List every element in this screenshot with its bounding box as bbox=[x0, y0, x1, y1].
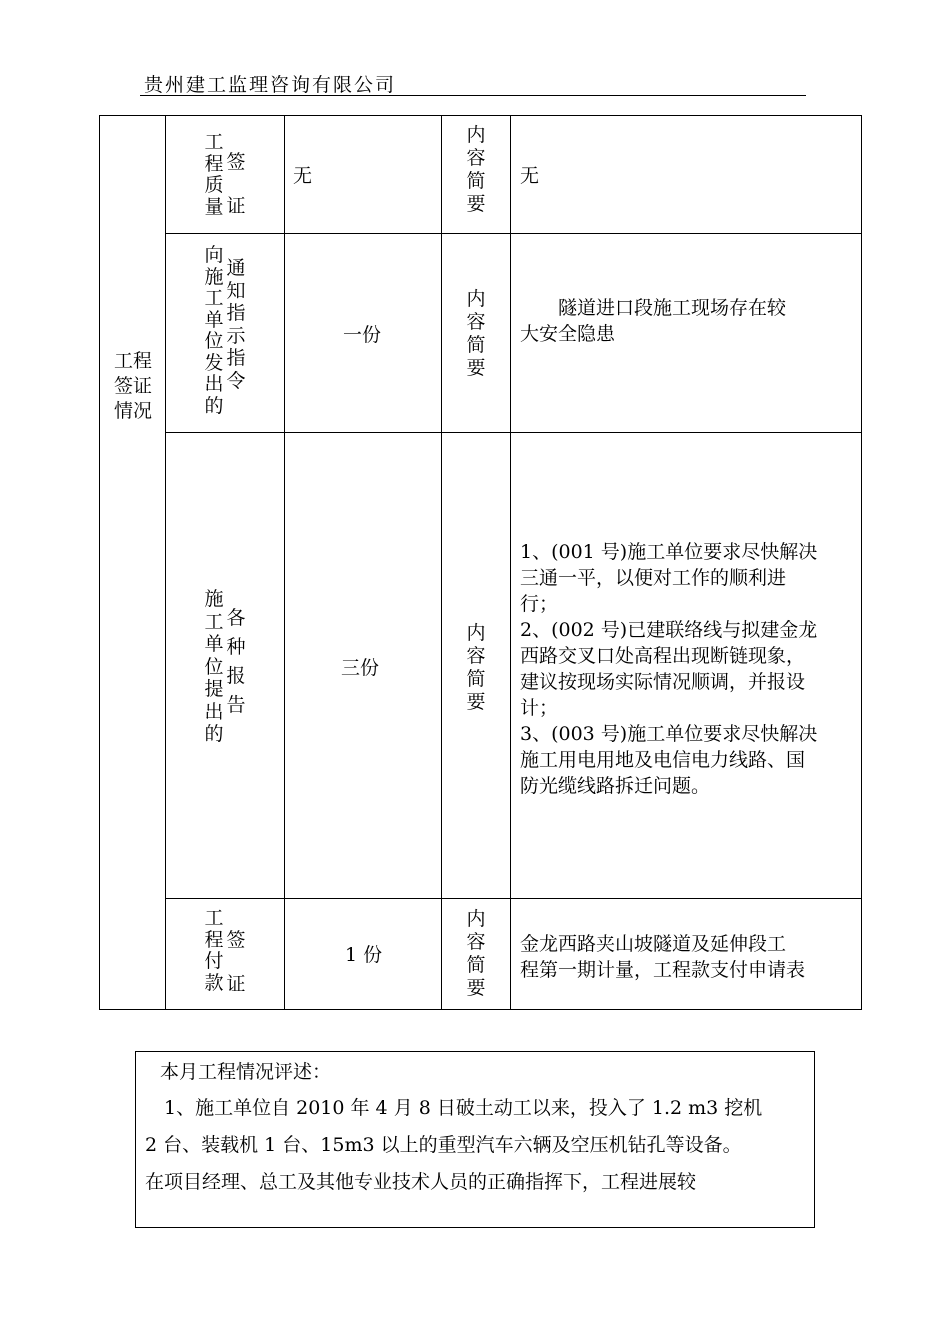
summary-line: 在项目经理、总工及其他专业技术人员的正确指挥下，工程进展较 bbox=[145, 1171, 697, 1193]
summary-line: 2 台、装载机 1 台、15m3 以上的重型汽车六辆及空压机钻孔等设备。 bbox=[145, 1134, 742, 1156]
row3-content-line: 三通一平，以便对工作的顺利进 bbox=[520, 567, 787, 589]
row1-label-col2: 签证 bbox=[226, 151, 246, 217]
col-divider-1 bbox=[165, 115, 166, 1010]
row3-content-line: 防光缆线路拆迁问题。 bbox=[520, 775, 711, 797]
row3-content-line: 2、(002 号)已建联络线与拟建金龙 bbox=[520, 619, 818, 641]
row1-label-col1: 工程质量 bbox=[204, 131, 224, 218]
row-divider-2 bbox=[165, 432, 862, 433]
row4-label-col2: 签证 bbox=[226, 929, 246, 995]
table-right-border bbox=[861, 115, 862, 1010]
table-bottom-border bbox=[99, 1009, 862, 1010]
row3-content-line: 建议按现场实际情况顺调，并报设 bbox=[520, 671, 806, 693]
row4-count: 1 份 bbox=[345, 944, 383, 966]
row3-content-line: 施工用电用地及电信电力线路、国 bbox=[520, 749, 806, 771]
summary-title: 本月工程情况评述： bbox=[160, 1061, 332, 1083]
row2-label-col2: 通知指示指令 bbox=[226, 257, 246, 392]
row3-content-line: 1、(001 号)施工单位要求尽快解决 bbox=[520, 541, 818, 563]
row3-label-col2: 各种报告 bbox=[226, 607, 246, 716]
section-label: 工程签证情况 bbox=[113, 350, 152, 422]
row4-content bbox=[520, 931, 856, 983]
row-divider-1 bbox=[165, 233, 862, 234]
col-divider-3 bbox=[441, 115, 442, 1010]
row1-content-line: 无 bbox=[520, 165, 540, 187]
table-left-border bbox=[99, 115, 100, 1010]
row4-content-label: 内容简要 bbox=[466, 908, 486, 999]
row3-content-line: 计； bbox=[520, 697, 559, 719]
row3-content bbox=[520, 539, 856, 799]
col-divider-2 bbox=[284, 115, 285, 1010]
row1-content bbox=[520, 163, 856, 189]
row2-content-line: 大安全隐患 bbox=[520, 323, 616, 345]
row2-content-line: 隧道进口段施工现场存在较 bbox=[520, 297, 787, 319]
row2-content bbox=[520, 295, 856, 347]
row1-count: 无 bbox=[293, 165, 313, 187]
row-divider-3 bbox=[165, 898, 862, 899]
row3-content-line: 行； bbox=[520, 593, 559, 615]
row1-content-label: 内容简要 bbox=[466, 124, 486, 215]
row3-content-line: 西路交叉口处高程出现断链现象， bbox=[520, 645, 806, 667]
summary-line: 1、施工单位自 2010 年 4 月 8 日破土动工以来，投入了 1.2 m3 挖机 bbox=[145, 1097, 763, 1119]
table-top-border bbox=[99, 115, 862, 116]
row2-content-label: 内容简要 bbox=[466, 288, 486, 379]
row2-label-col1: 向施工单位发出的 bbox=[204, 244, 224, 417]
row4-content-line: 金龙西路夹山坡隧道及延伸段工 bbox=[520, 933, 787, 955]
row3-label-col1: 施工单位提出的 bbox=[204, 588, 224, 745]
row3-content-line: 3、(003 号)施工单位要求尽快解决 bbox=[520, 723, 818, 745]
row3-count: 三份 bbox=[341, 657, 380, 679]
row3-content-label: 内容简要 bbox=[466, 622, 486, 713]
row2-count: 一份 bbox=[343, 324, 382, 346]
header-rule bbox=[140, 95, 806, 96]
col-divider-4 bbox=[510, 115, 511, 1010]
row4-content-line: 程第一期计量，工程款支付申请表 bbox=[520, 959, 806, 981]
company-header: 贵州建工监理咨询有限公司 bbox=[144, 74, 397, 96]
row4-label-col1: 工程付款 bbox=[204, 907, 224, 994]
